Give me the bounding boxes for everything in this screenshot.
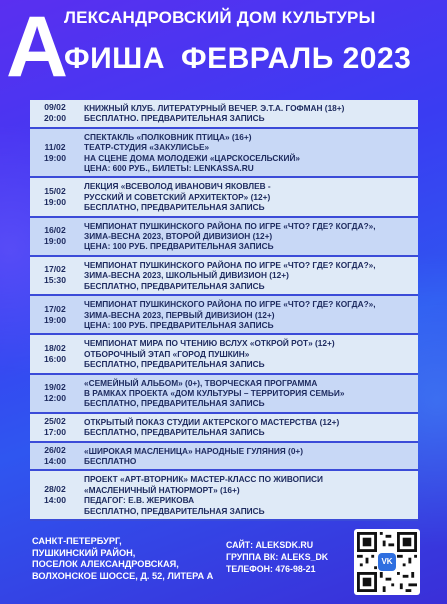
event-info (80, 257, 418, 294)
event-row (30, 129, 418, 179)
event-row (30, 296, 418, 335)
event-time: 15:30 (44, 275, 66, 286)
event-text-line: ЦЕНА: 100 РУБ. ПРЕДВАРИТЕЛЬНАЯ ЗАПИСЬ (84, 319, 274, 330)
event-info (80, 178, 418, 215)
event-datetime (30, 382, 80, 404)
event-datetime (30, 484, 80, 506)
event-time: 19:00 (44, 236, 66, 247)
event-row (30, 471, 418, 521)
event-time: 17:00 (44, 427, 66, 438)
event-text-line: ЧЕМПИОНАТ ПУШКИНСКОГО РАЙОНА ПО ИГРЕ «ЧТО? ГДЕ? КОГДА?», (84, 220, 376, 231)
event-text-line: ЧЕМПИОНАТ МИРА ПО ЧТЕНИЮ ВСЛУХ «ОТКРОЙ РОТ» (12+) (84, 338, 335, 349)
event-datetime (30, 416, 80, 438)
event-date: 17/02 (44, 264, 66, 275)
event-info (80, 414, 418, 441)
address-line: ПОСЕЛОК АЛЕКСАНДРОВСКАЯ, (32, 559, 179, 570)
event-row (30, 178, 418, 217)
event-time: 14:00 (44, 455, 66, 466)
event-text-line: В РАМКАХ ПРОЕКТА «ДОМ КУЛЬТУРЫ – ТЕРРИТОРИЯ СЕМЬИ» (84, 387, 345, 398)
event-info (80, 296, 418, 333)
event-row (30, 443, 418, 472)
event-info (80, 471, 418, 519)
website-link[interactable]: САЙТ: ALEKSDK.RU (226, 540, 314, 550)
event-info (80, 129, 418, 177)
event-row (30, 414, 418, 443)
event-text-line: БЕСПЛАТНО. ПРЕДВАРИТЕЛЬНАЯ ЗАПИСЬ (84, 113, 265, 124)
event-row (30, 218, 418, 257)
event-text-line: РУССКИЙ И СОВЕТСКИЙ АРХИТЕКТОР» (12+) (84, 191, 271, 202)
event-text-line: БЕСПЛАТНО, ПРЕДВАРИТЕЛЬНАЯ ЗАПИСЬ (84, 280, 265, 291)
event-text-line: СПЕКТАКЛЬ «ПОЛКОВНИК ПТИЦА» (16+) (84, 131, 252, 142)
event-datetime (30, 186, 80, 208)
address-line: ВОЛХОНСКОЕ ШОССЕ, Д. 52, ЛИТЕРА А (32, 570, 214, 581)
event-text-line: ЛЕКЦИЯ «ВСЕВОЛОД ИВАНОВИЧ ЯКОВЛЕВ - (84, 181, 271, 192)
event-time: 19:00 (44, 314, 66, 325)
event-text-line: ОТКРЫТЫЙ ПОКАЗ СТУДИИ АКТЕРСКОГО МАСТЕРСТВА (12+) (84, 416, 340, 427)
event-text-line: ПРОЕКТ «АРТ-ВТОРНИК» МАСТЕР-КЛАСС ПО ЖИВОПИСИ (84, 474, 323, 485)
event-text-line: БЕСПЛАТНО (84, 455, 137, 466)
event-date: 25/02 (44, 416, 66, 427)
event-date: 19/02 (44, 382, 66, 393)
event-time: 14:00 (44, 495, 66, 506)
event-text-line: ЧЕМПИОНАТ ПУШКИНСКОГО РАЙОНА ПО ИГРЕ «ЧТО? ГДЕ? КОГДА?», (84, 259, 376, 270)
address-line: ПУШКИНСКИЙ РАЙОН, (32, 547, 136, 558)
event-text-line: БЕСПЛАТНО, ПРЕДВАРИТЕЛЬНАЯ ЗАПИСЬ (84, 202, 265, 213)
event-time: 12:00 (44, 393, 66, 404)
event-date: 09/02 (44, 102, 66, 113)
header-month-year: ФЕВРАЛЬ 2023 (180, 42, 412, 75)
event-time: 19:00 (44, 197, 66, 208)
event-row (30, 335, 418, 374)
header-venue-name: ЛЕКСАНДРОВСКИЙ ДОМ КУЛЬТУРЫ (64, 8, 376, 27)
event-info (80, 218, 418, 255)
event-date: 18/02 (44, 342, 66, 353)
qr-code-icon[interactable] (354, 529, 420, 595)
event-row (30, 375, 418, 414)
event-text-line: ОТБОРОЧНЫЙ ЭТАП «ГОРОД ПУШКИН» (84, 348, 250, 359)
event-time: 16:00 (44, 353, 66, 364)
header-title (64, 42, 444, 76)
event-info (80, 375, 418, 412)
event-date: 16/02 (44, 225, 66, 236)
event-datetime (30, 343, 80, 365)
event-text-line: КНИЖНЫЙ КЛУБ. ЛИТЕРАТУРНЫЙ ВЕЧЕР. Э.Т.А. ГОФМАН (18+) (84, 103, 345, 113)
address-line: САНКТ-ПЕТЕРБУРГ, (32, 536, 122, 546)
event-text-line: БЕСПЛАТНО, ПРЕДВАРИТЕЛЬНАЯ ЗАПИСЬ (84, 359, 265, 370)
event-row (30, 257, 418, 296)
event-date: 28/02 (44, 484, 66, 495)
event-text-line: «МАСЛЕНИЧНЫЙ НАТЮРМОРТ» (16+) (84, 484, 240, 495)
vk-logo-icon: VK (378, 553, 396, 571)
event-text-line: БЕСПЛАТНО, ПРЕДВАРИТЕЛЬНАЯ ЗАПИСЬ (84, 427, 265, 438)
event-date: 11/02 (44, 141, 66, 152)
event-text-line: ПЕДАГОГ: Е.В. ЖЕРИКОВА (84, 495, 195, 506)
event-date: 17/02 (44, 303, 66, 314)
event-text-line: БЕСПЛАТНО, ПРЕДВАРИТЕЛЬНАЯ ЗАПИСЬ (84, 505, 265, 516)
event-date: 26/02 (44, 444, 66, 455)
events-list (30, 100, 418, 521)
event-text-line: ЗИМА-ВЕСНА 2023, ВТОРОЙ ДИВИЗИОН (12+) (84, 231, 273, 242)
event-datetime (30, 102, 80, 124)
event-text-line: «СЕМЕЙНЫЙ АЛЬБОМ» (0+), ТВОРЧЕСКАЯ ПРОГРАММА (84, 377, 318, 388)
event-text-line: ЦЕНА: 100 РУБ. ПРЕДВАРИТЕЛЬНАЯ ЗАПИСЬ (84, 241, 274, 252)
event-datetime (30, 225, 80, 247)
event-text-line: ЗИМА-ВЕСНА 2023, ШКОЛЬНЫЙ ДИВИЗИОН (12+) (84, 270, 289, 281)
event-row (30, 100, 418, 129)
event-text-line: ЦЕНА: 600 РУБ., БИЛЕТЫ: LENKASSA.RU (84, 163, 254, 174)
event-text-line: ЗИМА-ВЕСНА 2023, ПЕРВЫЙ ДИВИЗИОН (12+) (84, 309, 275, 320)
event-text-line: ТЕАТР-СТУДИЯ «ЗАКУЛИСЬЕ» (84, 142, 210, 153)
event-text-line: НА СЦЕНЕ ДОМА МОЛОДЕЖИ «ЦАРСКОСЕЛЬСКИЙ» (84, 152, 301, 163)
header-afisha: ФИША (64, 42, 165, 75)
header-big-letter: А (6, 0, 69, 95)
address-block (32, 536, 232, 582)
event-datetime (30, 264, 80, 286)
vk-group-link[interactable]: ГРУППА ВК: ALEKS_DK (226, 551, 329, 562)
event-text-line: «ШИРОКАЯ МАСЛЕНИЦА» НАРОДНЫЕ ГУЛЯНИЯ (0+) (84, 445, 304, 456)
event-datetime (30, 445, 80, 467)
phone-number[interactable]: ТЕЛЕФОН: 476-98-21 (226, 563, 316, 574)
event-date: 15/02 (44, 186, 66, 197)
event-datetime (30, 142, 80, 164)
event-time: 20:00 (44, 113, 66, 124)
event-text-line: БЕСПЛАТНО, ПРЕДВАРИТЕЛЬНАЯ ЗАПИСЬ (84, 398, 265, 409)
contacts-block (226, 540, 356, 575)
event-info (80, 335, 418, 372)
event-time: 19:00 (44, 152, 66, 163)
event-datetime (30, 304, 80, 326)
event-text-line: ЧЕМПИОНАТ ПУШКИНСКОГО РАЙОНА ПО ИГРЕ «ЧТО? ГДЕ? КОГДА?», (84, 299, 376, 310)
event-info (80, 100, 418, 127)
event-info (80, 443, 418, 470)
